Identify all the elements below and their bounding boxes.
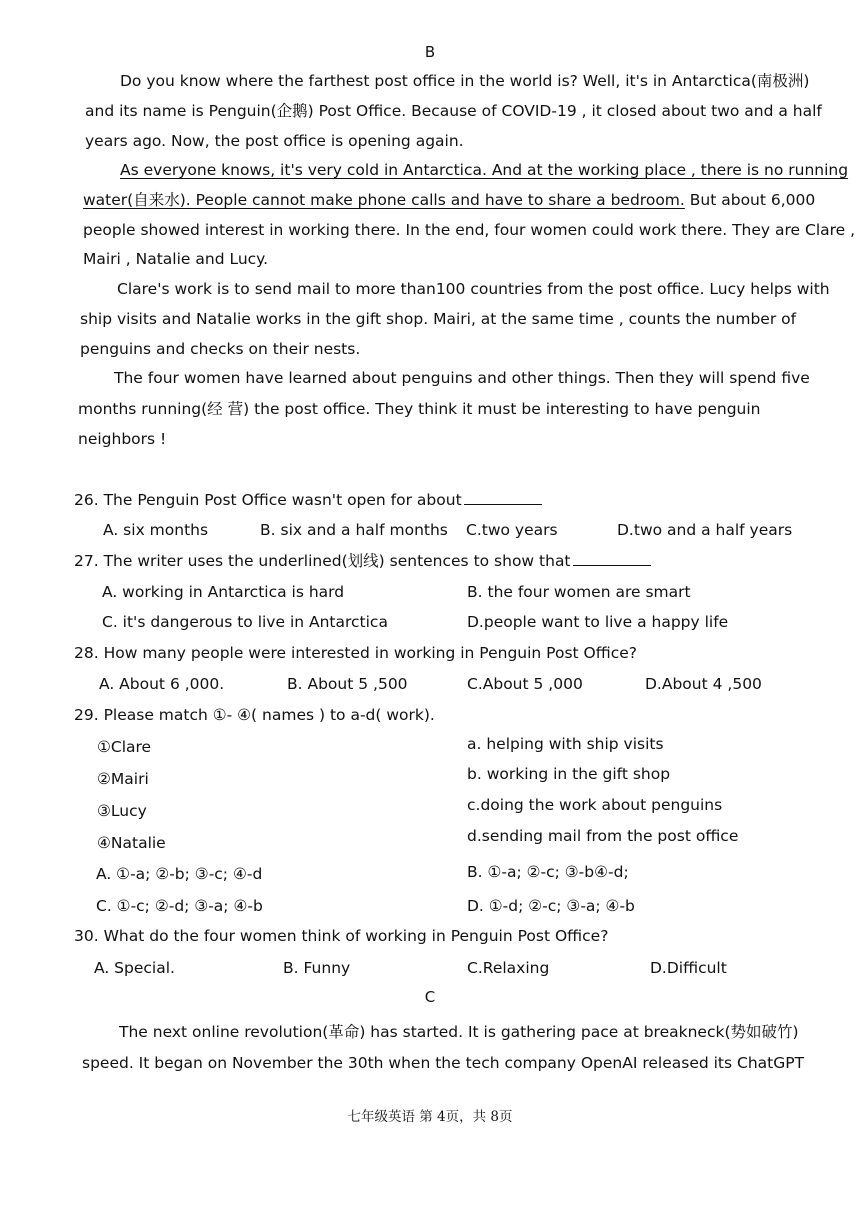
option-d[interactable]: D.About 4 ,500 <box>645 675 762 693</box>
passage-line: people showed interest in working there. In the end, four women could work there. They are Clare , <box>83 221 856 239</box>
match-name-lucy: ③Lucy <box>97 802 147 820</box>
underlined-sentence: water(自来水). People cannot make phone calls and have to share a bedroom. <box>83 191 685 209</box>
option-c[interactable]: C. it's dangerous to live in Antarctica <box>102 613 388 631</box>
passage-line: The next online revolution(革命) has started. It is gathering pace at breakneck(势如破竹) <box>119 1023 799 1041</box>
option-d[interactable]: D. ①-d; ②-c; ③-a; ④-b <box>467 897 635 915</box>
option-d[interactable]: D.two and a half years <box>617 521 793 539</box>
passage-line: Clare's work is to send mail to more than100 countries from the post office. Lucy helps with <box>117 280 830 298</box>
match-work-c: c.doing the work about penguins <box>467 796 723 814</box>
question-text: 27. The writer uses the underlined(划线) sentences to show that <box>74 552 571 570</box>
section-b-heading: B <box>424 43 436 61</box>
option-a[interactable]: A. working in Antarctica is hard <box>102 583 345 601</box>
option-b[interactable]: B. ①-a; ②-c; ③-b④-d; <box>467 863 629 881</box>
passage-line: months running(经 营) the post office. They think it must be interesting to have penguin <box>78 400 761 418</box>
option-a[interactable]: A. About 6 ,000. <box>99 675 225 693</box>
question-30-stem: 30. What do the four women think of working in Penguin Post Office? <box>74 927 609 945</box>
question-27-stem <box>74 546 651 576</box>
option-b[interactable]: B. six and a half months <box>260 521 448 539</box>
question-29-stem: 29. Please match ①- ④( names ) to a-d( work). <box>74 706 435 724</box>
passage-line: The four women have learned about penguins and other things. Then they will spend five <box>114 369 810 387</box>
question-text: 26. The Penguin Post Office wasn't open for about <box>74 491 462 509</box>
passage-line: ship visits and Natalie works in the gift shop. Mairi, at the same time , counts the number of <box>80 310 797 328</box>
match-work-b: b. working in the gift shop <box>467 765 671 783</box>
option-d[interactable]: D.people want to live a happy life <box>467 613 729 631</box>
answer-blank[interactable] <box>573 547 651 566</box>
passage-text: But about 6,000 <box>684 191 816 209</box>
question-26-stem <box>74 485 542 515</box>
section-c-heading: C <box>424 988 436 1006</box>
question-28-stem: 28. How many people were interested in working in Penguin Post Office? <box>74 644 638 662</box>
match-name-mairi: ②Mairi <box>97 770 149 788</box>
match-work-d: d.sending mail from the post office <box>467 827 739 845</box>
option-b[interactable]: B. About 5 ,500 <box>287 675 408 693</box>
option-b[interactable]: B. Funny <box>283 959 351 977</box>
passage-line: Mairi , Natalie and Lucy. <box>83 250 269 268</box>
option-c[interactable]: C.About 5 ,000 <box>467 675 583 693</box>
option-d[interactable]: D.Difficult <box>650 959 727 977</box>
passage-line: speed. It began on November the 30th when the tech company OpenAI released its ChatGPT <box>82 1054 805 1072</box>
option-b[interactable]: B. the four women are smart <box>467 583 691 601</box>
passage-line: penguins and checks on their nests. <box>80 340 361 358</box>
match-name-clare: ①Clare <box>97 738 152 756</box>
passage-line <box>83 185 815 215</box>
option-a[interactable]: A. ①-a; ②-b; ③-c; ④-d <box>96 865 263 883</box>
page-footer: 七年级英语 第 4页，共 8页 <box>347 1109 513 1125</box>
option-c[interactable]: C.two years <box>466 521 558 539</box>
match-work-a: a. helping with ship visits <box>467 735 664 753</box>
passage-line: years ago. Now, the post office is opening again. <box>85 132 464 150</box>
option-a[interactable]: A. six months <box>103 521 209 539</box>
answer-blank[interactable] <box>464 486 542 505</box>
underlined-sentence: As everyone knows, it's very cold in Antarctica. And at the working place , there is no running <box>120 161 849 179</box>
passage-line: neighbors ! <box>78 430 167 448</box>
match-name-natalie: ④Natalie <box>97 834 166 852</box>
option-c[interactable]: C.Relaxing <box>467 959 550 977</box>
option-c[interactable]: C. ①-c; ②-d; ③-a; ④-b <box>96 897 263 915</box>
option-a[interactable]: A. Special. <box>94 959 175 977</box>
passage-line: Do you know where the farthest post office in the world is? Well, it's in Antarctica(南极洲) <box>120 72 810 90</box>
passage-line: and its name is Penguin(企鹅) Post Office. Because of COVID-19 , it closed about two and a half <box>85 102 822 120</box>
